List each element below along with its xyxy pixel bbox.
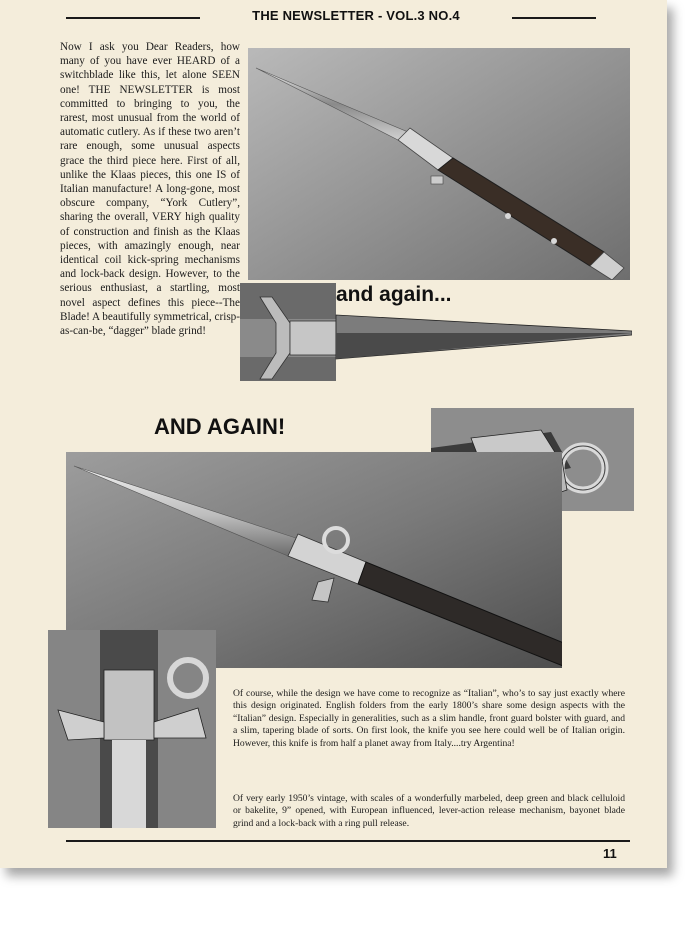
header-rule-left — [66, 17, 200, 19]
and-again-caps-heading: AND AGAIN! — [154, 414, 286, 439]
page-number: 11 — [603, 846, 617, 861]
and-again-heading: and again... — [336, 283, 452, 306]
guard-bolster-closeup-photo — [48, 630, 216, 828]
footer-rule — [66, 840, 630, 842]
intro-paragraph: Now I ask you Dear Readers, how many of you have ever HEARD of a switchblade like this, let alone SEEN one! THE NEWSLETTER is most committed to bringing to you, the rarest, most unusual from the world of automatic cutlery. As if these two aren’t rare enough, some unusual aspects grace the third piece here. First of all, unlike the Klaas pieces, this one IS of Italian manufacture! A long-gone, most obscure company, “York Cutlery”, sharing the overall, VERY high quality of construction and finish as the Klaas pieces, with amazingly enough, near identical coil kick-spring mechanisms and lock-back design. However, to the serious enthusiast, a startling, most novel aspect defines this piece--The Blade! A beautifully symmetrical, crisp-as-can-be, “dagger” blade grind! — [60, 41, 240, 338]
dagger-switchblade-photo — [248, 48, 630, 280]
newsletter-title: THE NEWSLETTER - VOL.3 NO.4 — [252, 8, 460, 23]
page-header — [66, 8, 596, 26]
vintage-paragraph: Of very early 1950’s vintage, with scales of a wonderfully marbeled, deep green and black celluloid or bakelite, 9” opened, with European influenced, lever-action release mechanism, bayonet blade grind and a lock-back with a ring pull release. — [233, 793, 625, 829]
design-origin-paragraph: Of course, while the design we have come to recognize as “Italian”, who’s to say just exactly where this design originated. English folders from the early 1800’s share some design aspects with the “Italian” design. Especially in generalities, such as a slim handle, front guard bolster with guard, and a slim, tapering blade of sorts. On first look, the knife you see here could well be of Italian origin. However, this knife is from half a planet away from Italy....try Argentina! — [233, 688, 625, 749]
header-rule-right — [512, 17, 596, 19]
